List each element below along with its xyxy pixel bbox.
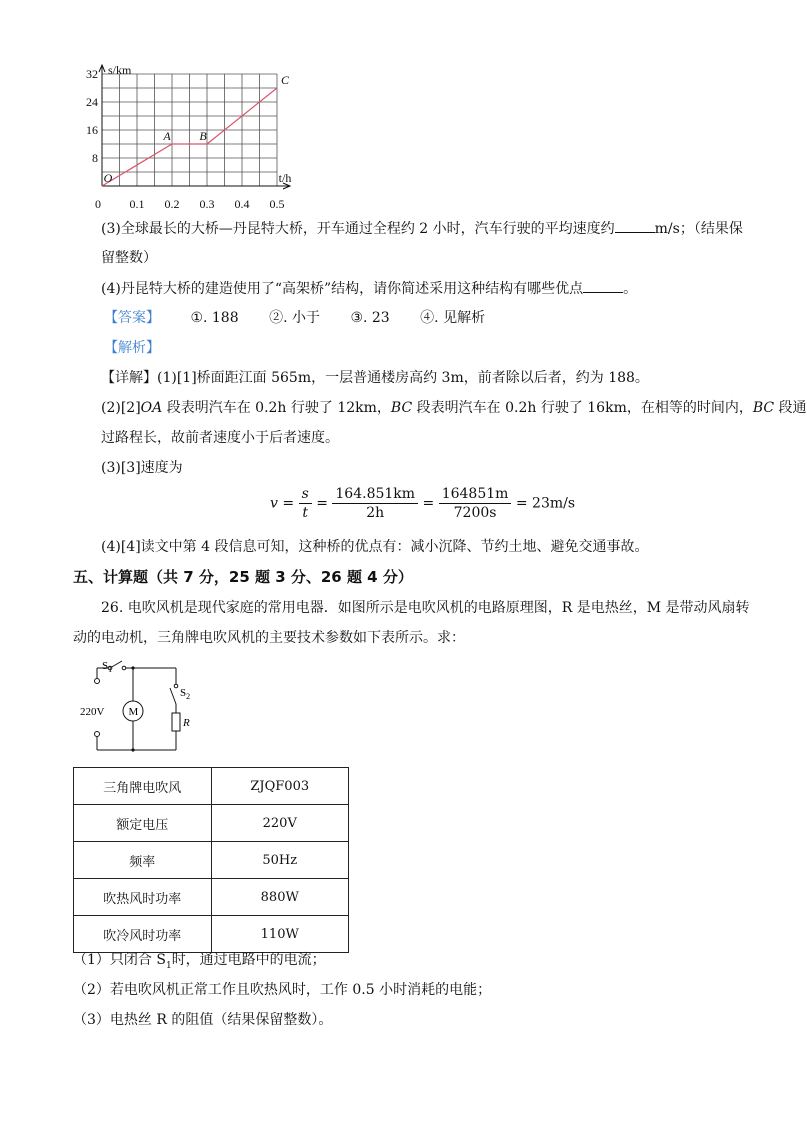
detail-prefix: (2)[2]: [101, 400, 141, 416]
table-row: [74, 805, 349, 842]
junction-dot: [131, 666, 134, 669]
detail-text: 段通: [774, 400, 807, 416]
distance-time-chart: [82, 62, 312, 210]
table-cell: 额定电压: [74, 805, 212, 842]
numerator: 164.851km: [332, 485, 418, 504]
segment-oa: OA: [140, 400, 163, 416]
formula-result: = 23m/s: [515, 495, 576, 512]
y-axis-label: s/km: [108, 63, 132, 77]
fraction-m-over-s: [439, 485, 512, 522]
x-axis-label: t/h: [278, 171, 292, 185]
detail-line-1: 【详解】(1)[1]桥面距江面 565m，一层普通楼房高约 3m，前者除以后者，约为 188。: [101, 370, 649, 386]
terminal-top: [95, 679, 100, 684]
question-3: [101, 218, 743, 239]
answer-blank: [583, 278, 623, 293]
table-row: [74, 879, 349, 916]
terminal-bottom: [95, 732, 100, 737]
circuit-diagram: [80, 658, 200, 754]
numerator: s: [299, 485, 312, 504]
answer-item: ②. 小于: [269, 310, 320, 326]
y-tick-label: 24: [86, 95, 98, 109]
question-3-line2: 留整数）: [101, 250, 157, 266]
answer-item: ③. 23: [350, 310, 390, 326]
label-s2: $S_2$: [180, 687, 191, 701]
x-tick-label: 0.1: [129, 197, 145, 211]
table-cell: 880W: [211, 879, 349, 916]
fraction-s-over-t: [299, 485, 312, 522]
x-tick-label: 0.3: [199, 197, 215, 211]
answer-blank: [615, 218, 655, 233]
sub-question-2: （2）若电吹风机正常工作且吹热风时，工作 0.5 小时消耗的电能；: [73, 982, 492, 998]
detail-line-3: (3)[3]速度为: [101, 460, 183, 476]
chart-labels: [86, 63, 291, 211]
denominator: t: [302, 505, 308, 521]
answer-tag: 【答案】: [104, 310, 160, 326]
resistor-symbol: [172, 713, 180, 731]
formula-eq: =: [316, 495, 328, 512]
y-tick-label: 32: [86, 67, 98, 81]
detail-line-4: (4)[4]读文中第 4 段信息可知，这种桥的优点有：减小沉降、节约土地、避免交通事故。: [101, 539, 649, 555]
detail-line-2b: 过路程长，故前者速度小于后者速度。: [101, 430, 339, 446]
sub-question-text: 时，通过电路中的电流；: [171, 952, 326, 968]
sub-question-3: （3）电热丝 R 的阻值（结果保留整数）。: [73, 1012, 333, 1028]
segment-bc: BC: [390, 400, 413, 416]
question-3-text: (3)全球最长的大桥—丹昆特大桥，开车通过全程约 2 小时，汽车行驶的平均速度约: [101, 221, 615, 237]
label-resistor: R: [183, 717, 190, 729]
y-tick-label: 16: [86, 123, 98, 137]
x-tick-label: 0.2: [164, 197, 180, 211]
question-26-line2: 动的电动机，三角牌电吹风机的主要技术参数如下表所示。求：: [73, 630, 465, 646]
section-title: 五、计算题（共 7 分，25 题 3 分、26 题 4 分）: [73, 568, 413, 586]
denominator: 2h: [366, 505, 385, 521]
numerator: 164851m: [439, 485, 512, 504]
speed-formula: [270, 485, 575, 522]
formula-eq: =: [422, 495, 435, 512]
table-cell: 三角牌电吹风: [74, 768, 212, 805]
answer-item: ④. 见解析: [420, 310, 486, 326]
table-row: [74, 916, 349, 953]
table-row: [74, 842, 349, 879]
question-3-unit: m/s；（结果保: [654, 221, 743, 237]
analysis-tag: 【解析】: [104, 340, 160, 356]
table-cell: 110W: [211, 916, 349, 953]
question-26-line1: 26. 电吹风机是现代家庭的常用电器．如图所示是电吹风机的电路原理图，R 是电热丝，M 是带动风扇转: [101, 600, 750, 616]
point-label: C: [280, 73, 290, 87]
point-label: A: [163, 129, 171, 143]
detail-line-2: [101, 398, 807, 418]
denominator: 7200s: [453, 505, 497, 521]
chart-grid: [102, 74, 277, 186]
table-cell: 吹热风时功率: [74, 879, 212, 916]
formula-v: v: [270, 495, 278, 512]
subscript: 1: [165, 960, 172, 971]
origin-label: O: [103, 171, 113, 185]
answer-line: [104, 308, 485, 328]
answer-item: ①. 188: [190, 310, 239, 326]
label-voltage: 220V: [80, 706, 105, 718]
parameter-table: [73, 767, 349, 953]
sub-question-text: （1）只闭合 S: [73, 952, 166, 968]
x-tick-label: 0.5: [269, 197, 285, 211]
detail-text: 段表明汽车在 0.2h 行驶了 12km，: [162, 400, 391, 416]
table-row: [74, 768, 349, 805]
formula-eq: =: [282, 495, 295, 512]
question-4-end: 。: [623, 281, 638, 297]
question-4: [101, 278, 637, 299]
sub-question-1: [73, 950, 326, 976]
fraction-km-over-h: [332, 485, 418, 522]
table-cell: 50Hz: [211, 842, 349, 879]
x-tick-label: 0: [95, 197, 101, 211]
y-tick-label: 8: [92, 151, 98, 165]
label-motor: M: [128, 706, 139, 718]
table-cell: 频率: [74, 842, 212, 879]
label-s1: $S_1$: [102, 660, 113, 674]
segment-bc: BC: [752, 400, 775, 416]
x-tick-label: 0.4: [234, 197, 250, 211]
junction-dot: [131, 748, 134, 751]
detail-text: 段表明汽车在 0.2h 行驶了 16km，在相等的时间内，: [412, 400, 753, 416]
switch-s2-blade: [170, 688, 176, 704]
question-4-text: (4)丹昆特大桥的建造使用了“高架桥”结构，请你简述采用这种结构有哪些优点: [101, 281, 584, 297]
table-cell: 吹冷风时功率: [74, 916, 212, 953]
point-label: B: [199, 129, 207, 143]
table-cell: 220V: [211, 805, 349, 842]
table-cell: ZJQF003: [211, 768, 349, 805]
